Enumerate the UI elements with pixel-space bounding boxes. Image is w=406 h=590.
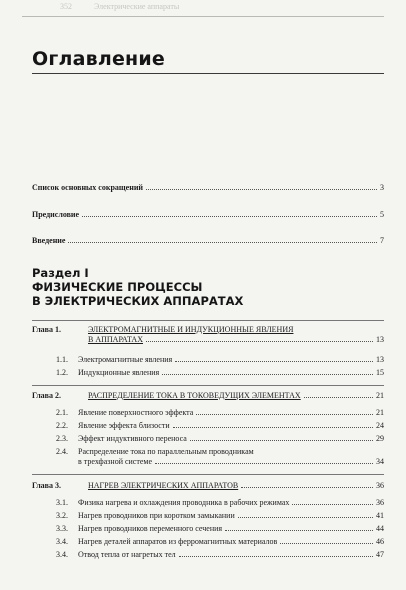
item-page-number: 29 [376,434,384,443]
toc-row-abbreviations[interactable] [32,181,384,193]
leader-dots [280,543,373,544]
section-title-line-1: ФИЗИЧЕСКИЕ ПРОЦЕССЫ [32,280,203,294]
leader-dots [241,487,373,488]
toc-item-3-2[interactable] [56,511,384,521]
item-number: 3.3. [56,524,68,533]
toc-row-introduction[interactable] [32,234,384,246]
bleed-page-number: 352 [60,2,72,11]
item-title: Эффект индуктивного переноса [78,434,187,443]
chapter-number: Глава 2. [32,391,61,400]
item-title: Отвод тепла от нагретых тел [78,550,176,559]
item-number: 1.2. [56,368,68,377]
toc-label: Список основных сокращений [32,183,144,192]
toc-page-number: 13 [376,335,384,344]
toc-item-2-3[interactable] [56,434,384,444]
item-number: 3.2. [56,511,68,520]
item-title: Явление поверхностного эффекта [78,408,194,417]
header-rule [22,16,384,17]
leader-dots [179,556,373,557]
item-number: 3.1. [56,498,68,507]
chapter-divider [32,385,384,386]
item-page-number: 41 [376,511,384,520]
leader-dots [175,361,373,362]
bleed-through-header [60,2,179,11]
item-page-number: 15 [376,368,384,377]
toc-page-number: 3 [380,183,384,192]
toc-item-3-3[interactable] [56,524,384,534]
item-title-line-1: Распределение тока по параллельным проводникам [78,447,254,456]
chapter-title-line-2: В АППАРАТАХ [88,335,143,344]
chapter-title: НАГРЕВ ЭЛЕКТРИЧЕСКИХ АППАРАТОВ [88,481,239,490]
toc-item-2-4[interactable] [56,447,384,467]
toc-item-3-4[interactable] [56,537,384,547]
chapter-number: Глава 1. [32,325,61,334]
item-number: 2.4. [56,447,68,456]
section-name: Раздел I [32,266,89,280]
chapter-divider [32,474,384,475]
item-number: 3.4. [56,537,68,546]
item-number: 3.4. [56,550,68,559]
page-title: Оглавление [32,48,165,70]
leader-dots [196,414,373,415]
leader-dots [68,242,377,243]
item-page-number: 24 [376,421,384,430]
toc-item-1-1[interactable] [56,355,384,365]
toc-item-1-2[interactable] [56,368,384,378]
item-page-number: 34 [376,457,384,466]
bleed-header-text: Электрические аппараты [94,2,180,11]
item-number: 2.1. [56,408,68,417]
leader-dots [292,504,373,505]
toc-item-3-1[interactable] [56,498,384,508]
section-heading [32,266,243,308]
item-page-number: 47 [376,550,384,559]
section-divider [32,320,384,321]
leader-dots [173,427,373,428]
item-page-number: 36 [376,498,384,507]
chapter-title: РАСПРЕДЕЛЕНИЕ ТОКА В ТОКОВЕДУЩИХ ЭЛЕМЕНТАХ [88,391,301,400]
item-title-line-2: в трехфазной системе [78,457,153,466]
leader-dots [190,440,373,441]
toc-page-number: 21 [376,391,384,400]
item-title: Нагрев проводников при коротком замыкании [78,511,235,520]
item-number: 1.1. [56,355,68,364]
item-title: Индукционные явления [78,368,160,377]
toc-page-number: 36 [376,481,384,490]
toc-chapter-2[interactable] [32,391,384,401]
item-number: 2.3. [56,434,68,443]
toc-label: Введение [32,236,66,245]
section-title-line-2: В ЭЛЕКТРИЧЕСКИХ АППАРАТАХ [32,294,244,308]
item-page-number: 46 [376,537,384,546]
item-title: Нагрев проводников переменного сечения [78,524,223,533]
item-page-number: 44 [376,524,384,533]
toc-chapter-1[interactable] [32,325,384,345]
item-page-number: 21 [376,408,384,417]
toc-item-2-2[interactable] [56,421,384,431]
toc-row-preface[interactable] [32,208,384,220]
item-title: Нагрев деталей аппаратов из ферромагнитных материалов [78,537,278,546]
toc-page-number: 5 [380,210,384,219]
toc-chapter-3[interactable] [32,481,384,491]
toc-label: Предисловие [32,210,80,219]
leader-dots [304,397,373,398]
leader-dots [225,530,373,531]
toc-page-number: 7 [380,236,384,245]
leader-dots [155,463,373,464]
toc-item-2-1[interactable] [56,408,384,418]
item-number: 2.2. [56,421,68,430]
leader-dots [146,189,377,190]
item-title: Электромагнитные явления [78,355,173,364]
toc-item-3-5[interactable] [56,550,384,560]
item-title: Физика нагрева и охлаждения проводника в рабочих режимах [78,498,290,507]
item-page-number: 13 [376,355,384,364]
leader-dots [82,216,377,217]
item-title: Явление эффекта близости [78,421,170,430]
leader-dots [162,374,373,375]
leader-dots [238,517,373,518]
leader-dots [146,341,373,342]
title-underline [32,73,384,74]
chapter-title-line-1: ЭЛЕКТРОМАГНИТНЫЕ И ИНДУКЦИОННЫЕ ЯВЛЕНИЯ [88,325,294,334]
chapter-number: Глава 3. [32,481,61,490]
